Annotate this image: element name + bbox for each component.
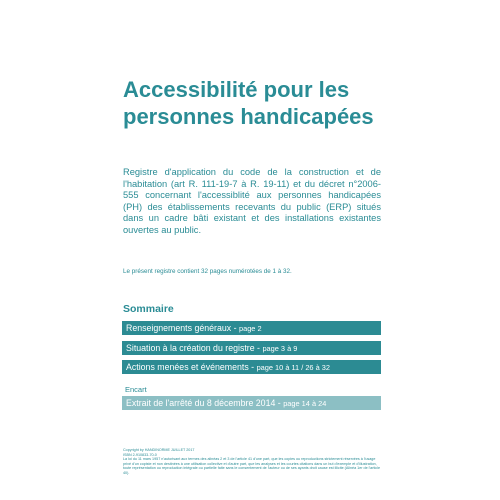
encart-item-pages: page 14 à 24 [283,399,327,408]
sommaire-item-pages: page 2 [238,324,262,333]
footer-copyright: Copyright by HANDINORME JUILLET 2017 [123,448,195,452]
intro-paragraph: Registre d'application du code de la construction et de l'habitation (art R. 111-19-7 à R. 19-11) et du décret n°2006-555 concernant l'accessiblité aux personnes handicapées (PH) des établissements recevants du public (ERP) situés dans un cadre bâti existant et des installations existantes ouvertes au public. [123,167,381,235]
footer-legal-text: La loi du 11 mars 1957 n'autorisant aux termes des alinéas 2 et 3 de l'article 41 d'une part, que les copies ou reproductions strictement réservées à l'usage privé d'un copiste et non destinées à une utilisation collective et d'autre part, que les analyses et les courtes citations dans un but d'exemple et d'illustration, toute représentation ou reproduction intégrale ou partielle faite sans le consentement de l'auteur ou de ses ayants droit cause est illicite (Alinéa 1er de l'article 40). [123,457,381,475]
footer-isbn: ISBN 2-910833-70-0 [123,452,157,457]
encart-label: Encart [125,385,147,394]
sommaire-item-pages: page 10 à 11 / 26 à 32 [256,363,330,372]
sommaire-item-renseignements [122,321,381,335]
encart-item-arrete [122,396,381,410]
encart-item-label: Extrait de l'arrêté du 8 décembre 2014 - [126,398,284,408]
page-title [123,76,393,130]
sommaire-item-label: Renseignements généraux - [126,323,239,333]
title-line-1: Accessibilité pour les [123,77,350,102]
footer-legal [123,448,381,476]
sommaire-item-pages: page 3 à 9 [262,344,298,353]
page-count-note: Le présent registre contient 32 pages numérotées de 1 à 32. [123,268,292,275]
sommaire-item-actions [122,360,381,374]
sommaire-item-situation [122,341,381,355]
sommaire-item-label: Situation à la création du registre - [126,343,263,353]
title-line-2: personnes handicapées [123,104,374,129]
sommaire-item-label: Actions menées et événements - [126,362,257,372]
sommaire-heading: Sommaire [123,303,174,315]
